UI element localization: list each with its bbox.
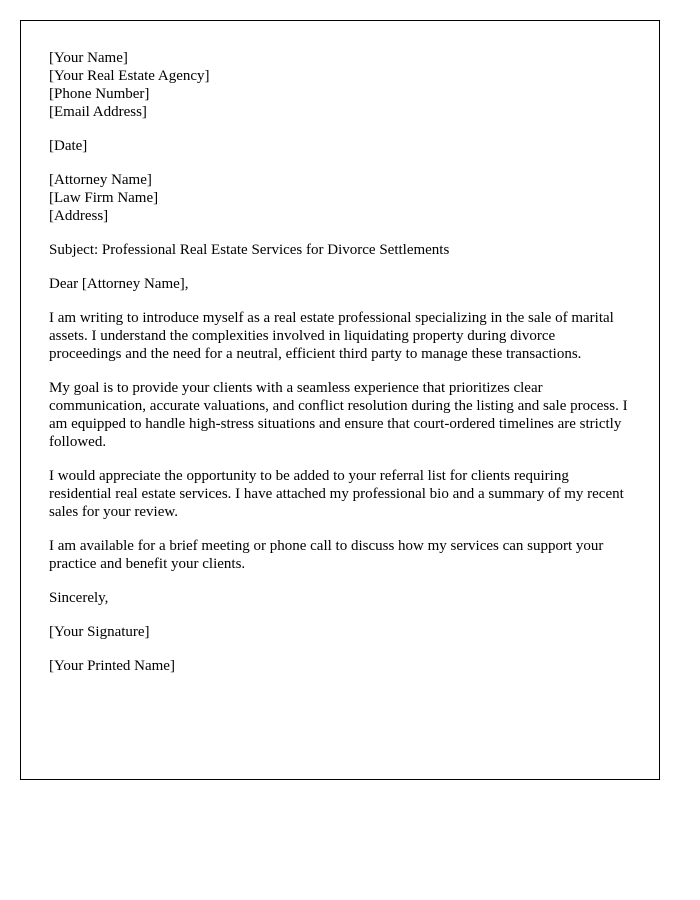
letter-closing: Sincerely, [49,590,109,606]
body-paragraph-4: I am available for a brief meeting or phone call to discuss how my services can support your practice and benefit your clients. [49,538,604,572]
letter-content [49,49,629,691]
recipient-block [49,171,629,225]
body-paragraph-2: My goal is to provide your clients with a seamless experience that prioritizes clear communication, accurate valuations, and conflict resolution during the listing and sale process. I am equipped to handle high-stress situations and ensure that court-ordered timelines are strictly followed. [49,380,628,450]
signature-placeholder: [Your Signature] [49,624,150,640]
letter-salutation: Dear [Attorney Name], [49,276,189,292]
letter-subject: Subject: Professional Real Estate Services for Divorce Settlements [49,242,450,258]
sender-email: [Email Address] [49,104,147,120]
recipient-attorney-name: [Attorney Name] [49,172,152,188]
sender-block [49,49,629,121]
sender-agency: [Your Real Estate Agency] [49,68,210,84]
printed-name: [Your Printed Name] [49,658,175,674]
date-block [49,137,629,155]
sender-name: [Your Name] [49,50,128,66]
recipient-law-firm: [Law Firm Name] [49,190,159,206]
recipient-address: [Address] [49,208,109,224]
sender-phone: [Phone Number] [49,86,150,102]
body-paragraph-3: I would appreciate the opportunity to be added to your referral list for clients requiring residential real estate services. I have attached my professional bio and a summary of my recent sales for your review. [49,468,624,520]
body-paragraph-1: I am writing to introduce myself as a real estate professional specializing in the sale of marital assets. I understand the complexities involved in liquidating property during divorce proceedings and the need for a neutral, efficient third party to manage these transactions. [49,310,614,362]
letter-date: [Date] [49,138,88,154]
letter-frame [20,20,660,780]
